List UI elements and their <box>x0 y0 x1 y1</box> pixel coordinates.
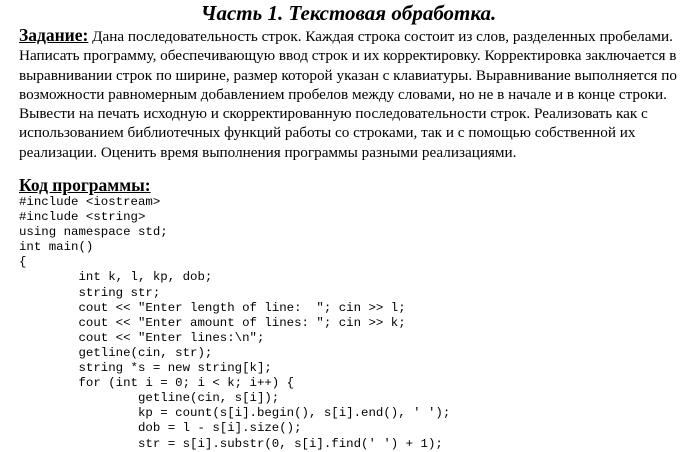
code-line: kp = count(s[i].begin(), s[i].end(), ' '); <box>19 406 451 421</box>
code-line: int k, l, kp, dob; <box>19 270 213 285</box>
code-line: getline(cin, str); <box>19 345 213 360</box>
code-line: cout << "Enter lines:\n"; <box>19 330 265 345</box>
code-block <box>19 195 450 452</box>
code-line: cout << "Enter length of line: "; cin >> l; <box>19 300 406 315</box>
code-line: string *s = new string[k]; <box>19 361 272 376</box>
code-line: cout << "Enter amount of lines: "; cin >> k; <box>19 315 406 330</box>
code-line: for (int i = 0; i < k; i++) { <box>19 376 295 391</box>
code-line: using namespace std; <box>19 225 168 240</box>
code-heading: Код программы: <box>19 175 151 195</box>
code-line: #include <iostream> <box>19 195 161 209</box>
code-line: { <box>19 255 27 270</box>
code-line: dob = l - s[i].size(); <box>19 421 302 436</box>
part-title: Часть 1. Текстовая обработка. <box>200 1 497 25</box>
code-line: string str; <box>19 285 161 300</box>
code-line: getline(cin, s[i]); <box>19 391 280 406</box>
task-text: Дана последовательность строк. Каждая строка состоит из слов, разделенных пробелами. Написать программу, обеспечивающую ввод строк и их корректировку. Корректировка заключается в выравнивании строк по ширине, размер которой указан с клавиатуры. Выравнивание выполняется по возможности равномерным добавлением пробелов между словами, но не в начале и в конце строки. Вывести на печать исходную и скорректированную последовательности строк. Реализовать как с использованием библиотечных функций работы со строками, так и с помощью собственной их реализации. Оценить время выполнения программы разными реализациями. <box>19 28 677 161</box>
code-line: str = s[i].substr(0, s[i].find(' ') + 1); <box>19 436 443 451</box>
task-paragraph <box>19 26 689 162</box>
code-line: int main() <box>19 240 94 255</box>
code-line: #include <string> <box>19 210 146 225</box>
task-label: Задание: <box>19 25 89 45</box>
